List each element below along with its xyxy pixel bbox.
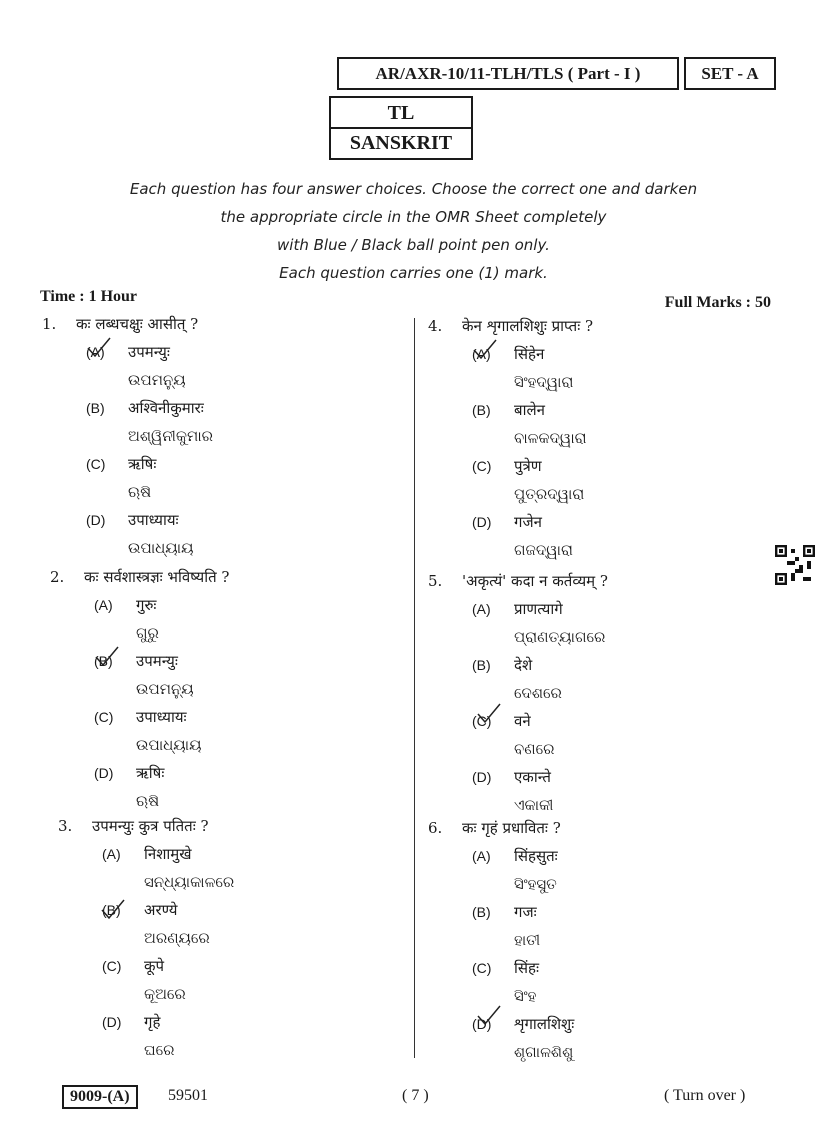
option-letter: (A) (86, 344, 105, 360)
instruction-line: the appropriate circle in the OMR Sheet completely (220, 208, 607, 226)
option-letter: (B) (472, 904, 491, 920)
option-letter: (D) (472, 1016, 492, 1032)
option-text: गृहे (144, 1013, 161, 1031)
option-text: उपमन्युः (128, 343, 170, 361)
option-odia: ପ୍ରାଣତ୍ୟାଗରେ (514, 628, 606, 646)
option-text: निशामुखे (144, 845, 192, 863)
paper-number: 9009-(A) (70, 1088, 130, 1105)
time-label: Time : 1 Hour (40, 288, 138, 305)
set-box (684, 57, 776, 90)
page-number: ( 7 ) (402, 1087, 429, 1104)
question-text: उपमन्युः कुत्र पतितः ? (92, 817, 209, 835)
pen-tick-mark-icon (472, 338, 498, 360)
option-odia: କୂଅରେ (144, 985, 186, 1003)
full-marks-label: Full Marks : 50 (664, 294, 771, 311)
option-text: बालेन (514, 401, 545, 419)
option-text: देशे (514, 656, 533, 674)
question-number: 4. (428, 317, 443, 335)
subject-name: SANSKRIT (331, 127, 471, 157)
question-number: 3. (58, 817, 73, 835)
option-text: अश्विनीकुमारः (128, 399, 204, 417)
option-odia: ଉପମନ୍ୟୁ (136, 680, 194, 698)
instruction-line: Each question carries one (1) mark. (279, 264, 548, 282)
option-odia: ଉପାଧ୍ୟାୟ (128, 539, 194, 557)
question-2 (50, 563, 229, 815)
qr-code-icon (775, 545, 815, 585)
option-letter: (D) (472, 514, 492, 530)
option-letter: (D) (472, 769, 492, 785)
option-odia: ସନ୍ଧ୍ୟାକାଳରେ (144, 873, 235, 891)
question-number: 5. (428, 572, 443, 590)
option-odia: ଶୃଗାଳଶିଶୁ (514, 1043, 574, 1061)
option-letter: (C) (86, 456, 106, 472)
option-text: प्राणत्यागे (514, 600, 563, 618)
option-odia: ସିଂହଦ୍ୱାରା (514, 373, 574, 391)
option-odia: ବାଳକଦ୍ୱାରା (514, 429, 587, 447)
question-4 (428, 312, 593, 564)
question-5 (428, 567, 608, 819)
question-text: कः लब्धचक्षुः आसीत् ? (76, 315, 199, 333)
option-letter: (A) (472, 601, 491, 617)
option-text: एकान्ते (514, 768, 551, 786)
turn-over-label: ( Turn over ) (664, 1087, 746, 1104)
option-text: कूपे (144, 957, 165, 975)
option-letter: (A) (102, 846, 121, 862)
option-text: ऋषिः (136, 764, 165, 782)
option-text: सिंहसुतः (514, 847, 558, 865)
option-letter: (D) (86, 512, 106, 528)
option-odia: ଉପାଧ୍ୟାୟ (136, 736, 202, 754)
option-text: गजः (514, 903, 537, 921)
question-6 (428, 814, 574, 1066)
option-text: गुरुः (136, 596, 157, 614)
option-odia: ବଣରେ (514, 740, 555, 758)
question-text: कः सर्वशास्त्रज्ञः भविष्यति ? (84, 568, 230, 586)
option-text: सिंहः (514, 959, 540, 977)
set-label: SET - A (701, 63, 759, 83)
question-text: केन शृगालशिशुः प्राप्तः ? (462, 317, 594, 335)
option-letter: (B) (102, 902, 121, 918)
pen-tick-mark-icon (476, 702, 502, 724)
question-number: 6. (428, 819, 443, 837)
pen-tick-mark-icon (86, 336, 112, 358)
option-text: पुत्रेण (514, 457, 542, 475)
column-divider (414, 318, 415, 1058)
option-odia: ଘରେ (144, 1041, 175, 1059)
option-odia: ଅଶ୍ୱିନୀକୁମାର (128, 427, 214, 445)
option-letter: (C) (102, 958, 122, 974)
subject-box (329, 96, 473, 160)
instruction-line: with Blue / Black ball point pen only. (277, 236, 550, 254)
option-text: गजेन (514, 513, 542, 531)
option-text: सिंहेन (514, 345, 545, 363)
option-letter: (C) (472, 458, 492, 474)
option-letter: (B) (86, 400, 105, 416)
option-text: वने (514, 712, 531, 730)
paper-number-box (62, 1085, 138, 1109)
serial-number: 59501 (168, 1087, 208, 1104)
question-3 (58, 812, 234, 1064)
instruction-line: Each question has four answer choices. Choose the correct one and darken (129, 180, 698, 198)
option-odia: ଋଷି (128, 483, 152, 501)
option-odia: ପୁତ୍ରଦ୍ୱାରା (514, 485, 585, 503)
question-number: 1. (42, 315, 57, 333)
option-odia: ଉପମନ୍ୟୁ (128, 371, 186, 389)
option-odia: ହାତୀ (514, 931, 541, 949)
question-text: कः गृहं प्रधावितः ? (462, 819, 561, 837)
subject-code: TL (387, 102, 415, 124)
option-text: उपाध्यायः (136, 708, 187, 726)
option-odia: ଦେଶରେ (514, 684, 562, 702)
option-odia: ସିଂହସୁତ (514, 875, 557, 893)
option-letter: (C) (472, 713, 492, 729)
option-letter: (A) (472, 346, 491, 362)
option-text: उपाध्यायः (128, 511, 179, 529)
option-letter: (D) (94, 765, 114, 781)
option-letter: (A) (472, 848, 491, 864)
option-letter: (A) (94, 597, 113, 613)
question-number: 2. (50, 568, 65, 586)
question-text: 'अकृत्यं' कदा न कर्तव्यम् ? (462, 572, 608, 590)
option-odia: ସିଂହ (514, 987, 537, 1005)
option-text: शृगालशिशुः (514, 1015, 575, 1033)
option-letter: (C) (472, 960, 492, 976)
option-odia: ଋଷି (136, 792, 160, 810)
option-letter: (B) (472, 402, 491, 418)
pen-tick-mark-icon (476, 1004, 502, 1026)
option-letter: (C) (94, 709, 114, 725)
option-letter: (B) (472, 657, 491, 673)
option-odia: ଗୁରୁ (136, 624, 159, 642)
option-text: ऋषिः (128, 455, 157, 473)
paper-code-box (337, 57, 679, 90)
option-text: अरण्ये (144, 901, 178, 919)
paper-code: AR/AXR-10/11-TLH/TLS ( Part - I ) (375, 63, 641, 83)
pen-tick-mark-icon (100, 898, 126, 920)
question-1 (42, 310, 213, 562)
pen-tick-mark-icon (94, 645, 120, 667)
option-letter: (D) (102, 1014, 122, 1030)
option-odia: ଅରଣ୍ୟରେ (144, 929, 210, 947)
option-text: उपमन्युः (136, 652, 178, 670)
option-letter: (B) (94, 653, 113, 669)
option-odia: ଗଜଦ୍ୱାରା (514, 541, 573, 559)
option-odia: ଏକାକୀ (514, 796, 554, 814)
